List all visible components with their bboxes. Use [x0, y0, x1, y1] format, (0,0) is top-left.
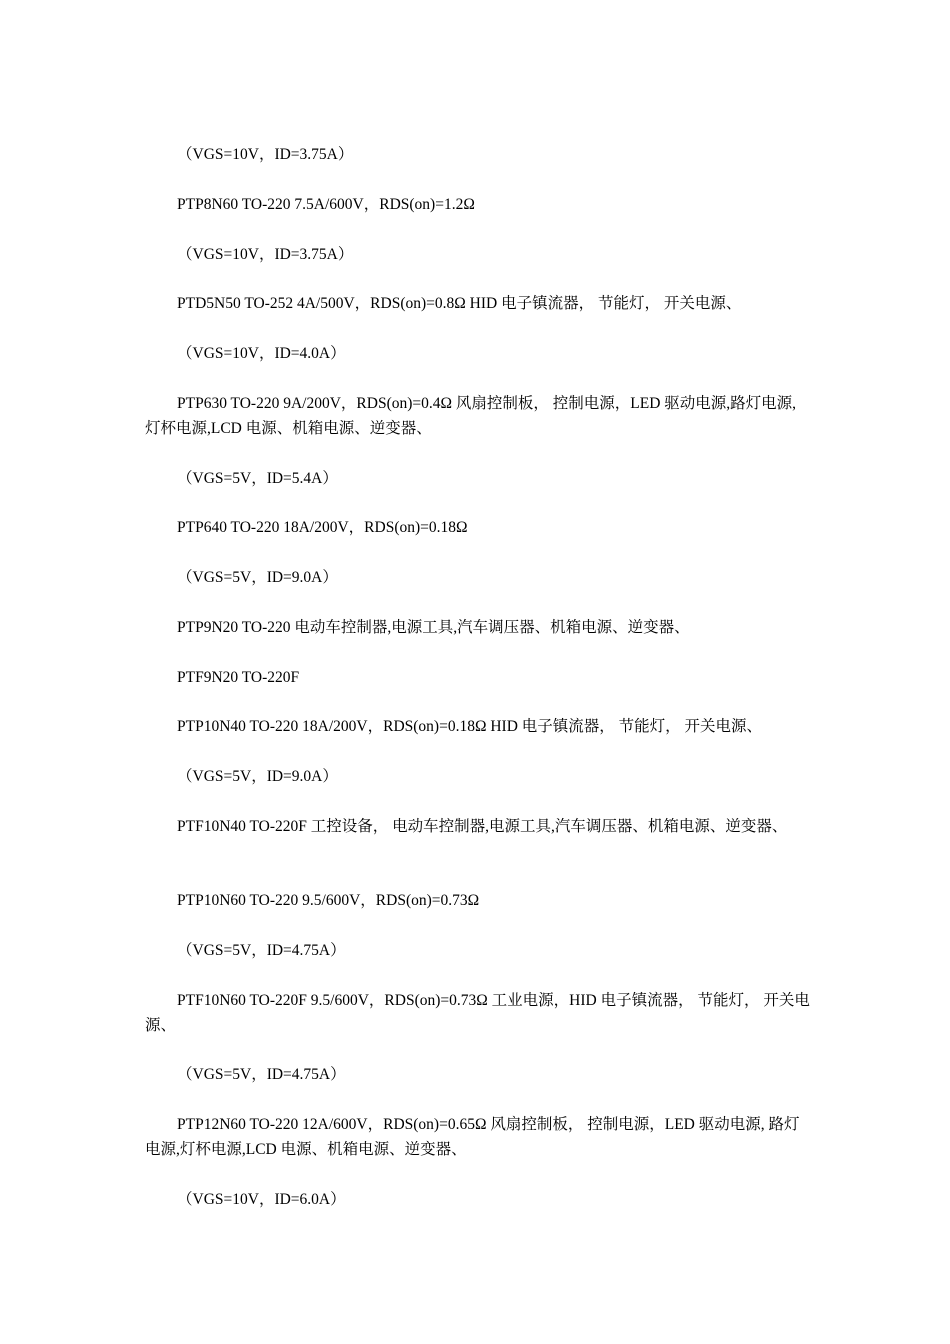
paragraph-19: PTP12N60 TO-220 12A/600V，RDS(on)=0.65Ω 风扇控制板， 控制电源，LED 驱动电源, 路灯电源,灯杯电源,LCD 电源、机箱电源、逆变器、 [145, 1116, 800, 1158]
paragraph-4: PTD5N50 TO-252 4A/500V，RDS(on)=0.8Ω HID 电子镇流器， 节能灯， 开关电源、 [177, 295, 742, 312]
paragraph-15: PTP10N60 TO-220 9.5/600V，RDS(on)=0.73Ω [177, 892, 480, 909]
paragraph-16: （VGS=5V，ID=4.75A） [177, 942, 346, 959]
paragraph-5: （VGS=10V，ID=4.0A） [177, 345, 346, 362]
paragraph-17: PTF10N60 TO-220F 9.5/600V，RDS(on)=0.73Ω 工业电源，HID 电子镇流器， 节能灯， 开关电源、 [145, 992, 810, 1034]
paragraph-18: （VGS=5V，ID=4.75A） [177, 1066, 346, 1083]
paragraph-3: （VGS=10V，ID=3.75A） [177, 246, 354, 263]
paragraph-13: （VGS=5V，ID=9.0A） [177, 768, 338, 785]
paragraph-6: PTP630 TO-220 9A/200V，RDS(on)=0.4Ω 风扇控制板， 控制电源，LED 驱动电源,路灯电源,灯杯电源,LCD 电源、机箱电源、逆变器、 [145, 395, 797, 437]
paragraph-14: PTF10N40 TO-220F 工控设备， 电动车控制器,电源工具,汽车调压器、机箱电源、逆变器、 [177, 818, 788, 835]
paragraph-7: （VGS=5V，ID=5.4A） [177, 470, 338, 487]
paragraph-11: PTF9N20 TO-220F [177, 669, 300, 686]
paragraph-8: PTP640 TO-220 18A/200V，RDS(on)=0.18Ω [177, 519, 468, 536]
paragraph-1: （VGS=10V，ID=3.75A） [177, 146, 354, 163]
paragraph-9: （VGS=5V，ID=9.0A） [177, 569, 338, 586]
paragraph-10: PTP9N20 TO-220 电动车控制器,电源工具,汽车调压器、机箱电源、逆变器、 [177, 619, 690, 636]
paragraph-2: PTP8N60 TO-220 7.5A/600V，RDS(on)=1.2Ω [177, 196, 475, 213]
paragraph-20: （VGS=10V，ID=6.0A） [177, 1191, 346, 1208]
paragraph-12: PTP10N40 TO-220 18A/200V，RDS(on)=0.18Ω HID 电子镇流器， 节能灯， 开关电源、 [177, 718, 763, 735]
